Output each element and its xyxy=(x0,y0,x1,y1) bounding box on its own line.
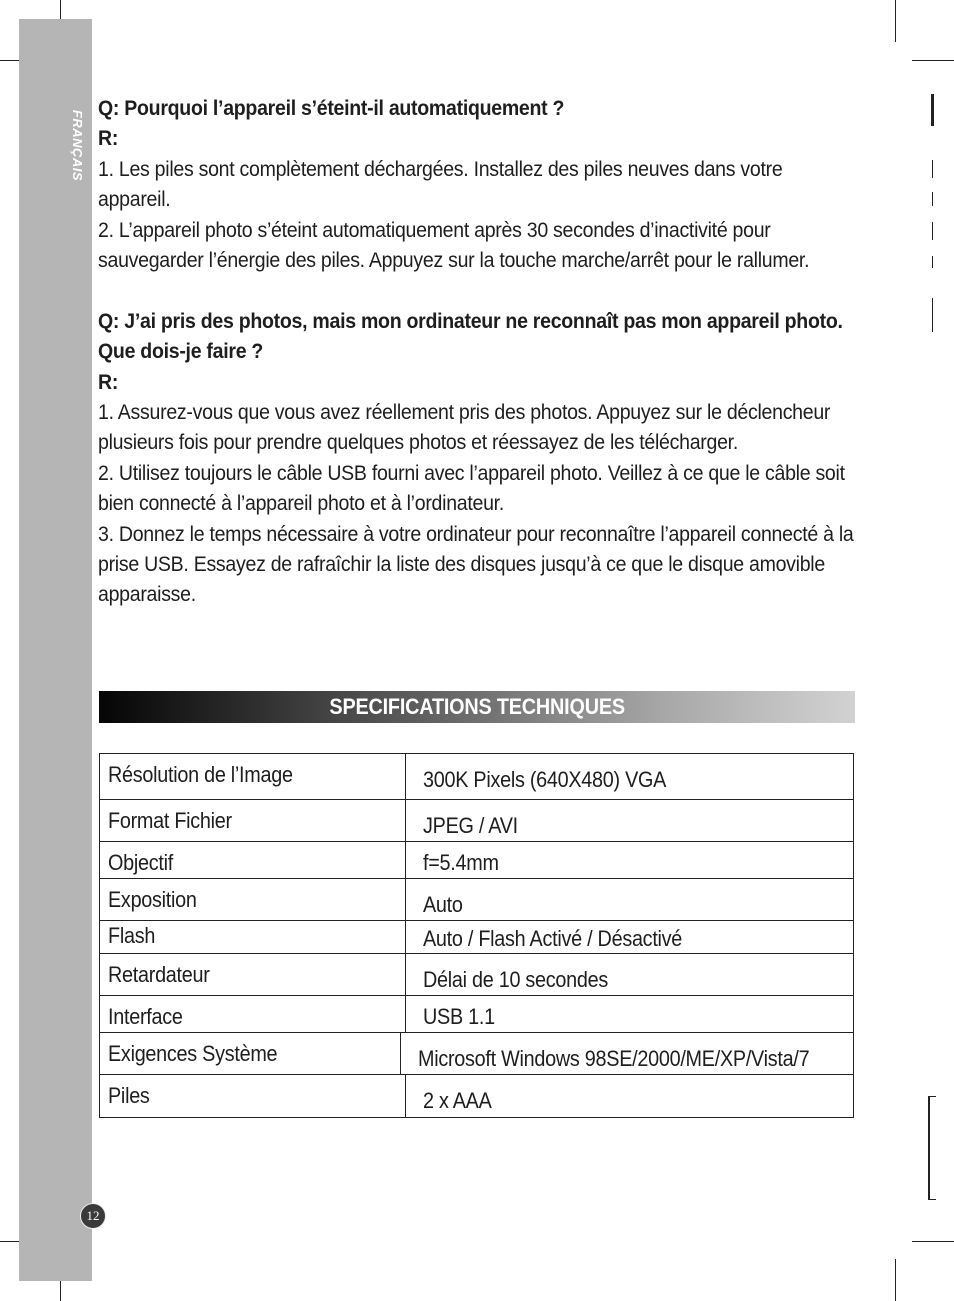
table-row xyxy=(99,754,854,800)
faq-answer: 1. Les piles sont complètement déchargées. Installez des piles neuves dans votre appareil. xyxy=(98,157,783,212)
spec-label: Exposition xyxy=(99,879,406,920)
spec-value: 2 x AAA xyxy=(406,1075,854,1117)
faq-answer: 2. Utilisez toujours le câble USB fourni avec l’appareil photo. Veillez à ce que le câble soit bien connecté à l’appareil photo et à l’ordinateur. xyxy=(98,461,845,516)
table-row xyxy=(99,800,854,842)
specs-header xyxy=(99,691,855,723)
spec-label: Retardateur xyxy=(99,954,406,995)
table-row xyxy=(99,921,854,954)
language-tab xyxy=(66,100,90,190)
spec-label: Format Fichier xyxy=(99,800,406,841)
spec-value: Microsoft Windows 98SE/2000/ME/XP/Vista/7 xyxy=(401,1033,854,1074)
table-row xyxy=(99,996,854,1033)
edge-mark xyxy=(932,160,933,178)
edge-mark xyxy=(932,192,933,206)
spec-value: 300K Pixels (640X480) VGA xyxy=(406,754,854,799)
faq-question: Q: J’ai pris des photos, mais mon ordinateur ne reconnaît pas mon appareil photo. Que dois-je faire ? xyxy=(98,309,843,364)
language-tab-label: FRANÇAIS xyxy=(70,109,86,181)
faq-answer: 3. Donnez le temps nécessaire à votre ordinateur pour reconnaître l’appareil connecté à la prise USB. Essayez de rafraîchir la liste des disques jusqu’à ce que le disque amovible apparaisse. xyxy=(98,522,854,607)
faq-answer: 1. Assurez-vous que vous avez réellement pris des photos. Appuyez sur le déclencheur plusieurs fois pour prendre quelques photos et réessayez de les télécharger. xyxy=(98,401,831,455)
faq-question: Q: Pourquoi l’appareil s’éteint-il automatiquement ? xyxy=(98,97,565,120)
crop-mark xyxy=(895,1259,896,1301)
edge-mark xyxy=(928,1096,930,1200)
spec-label: Résolution de l’Image xyxy=(99,754,406,799)
spec-value: Auto xyxy=(406,879,854,920)
faq-answer: 2. L’appareil photo s’éteint automatiquement après 30 secondes d’inactivité pour sauvegarder l’énergie des piles. Appuyez sur la touche marche/arrêt pour le rallumer. xyxy=(98,218,810,273)
edge-mark xyxy=(932,222,933,240)
spec-value: f=5.4mm xyxy=(406,842,854,878)
spec-value: USB 1.1 xyxy=(406,996,854,1032)
faq-item xyxy=(98,307,858,611)
spec-label: Exigences Système xyxy=(99,1033,401,1074)
specs-title: SPECIFICATIONS TECHNIQUES xyxy=(329,694,625,719)
page-number: 12 xyxy=(80,1203,106,1229)
specs-table xyxy=(99,753,854,1118)
faq-answer-label: R: xyxy=(98,127,119,151)
spec-label: Piles xyxy=(99,1075,406,1117)
edge-mark xyxy=(928,1096,936,1097)
table-row xyxy=(99,1075,854,1117)
edge-mark xyxy=(932,256,933,268)
faq-answer-label: R: xyxy=(98,370,119,394)
crop-mark xyxy=(895,0,896,42)
crop-mark xyxy=(912,1241,954,1242)
spec-value: Auto / Flash Activé / Désactivé xyxy=(406,921,854,953)
spec-value: JPEG / AVI xyxy=(406,800,854,841)
spec-value: Délai de 10 secondes xyxy=(406,954,854,995)
table-row xyxy=(99,879,854,921)
edge-mark xyxy=(932,298,933,332)
spec-label: Flash xyxy=(99,921,406,953)
edge-mark xyxy=(931,94,934,126)
spec-label: Objectif xyxy=(99,842,406,878)
crop-mark xyxy=(912,60,954,61)
faq-item xyxy=(98,94,858,276)
table-row xyxy=(99,1033,854,1075)
spec-label: Interface xyxy=(99,996,406,1032)
table-row xyxy=(99,954,854,996)
faq-section xyxy=(98,94,858,611)
side-band xyxy=(19,19,92,1281)
edge-mark xyxy=(928,1199,936,1200)
table-row xyxy=(99,842,854,879)
